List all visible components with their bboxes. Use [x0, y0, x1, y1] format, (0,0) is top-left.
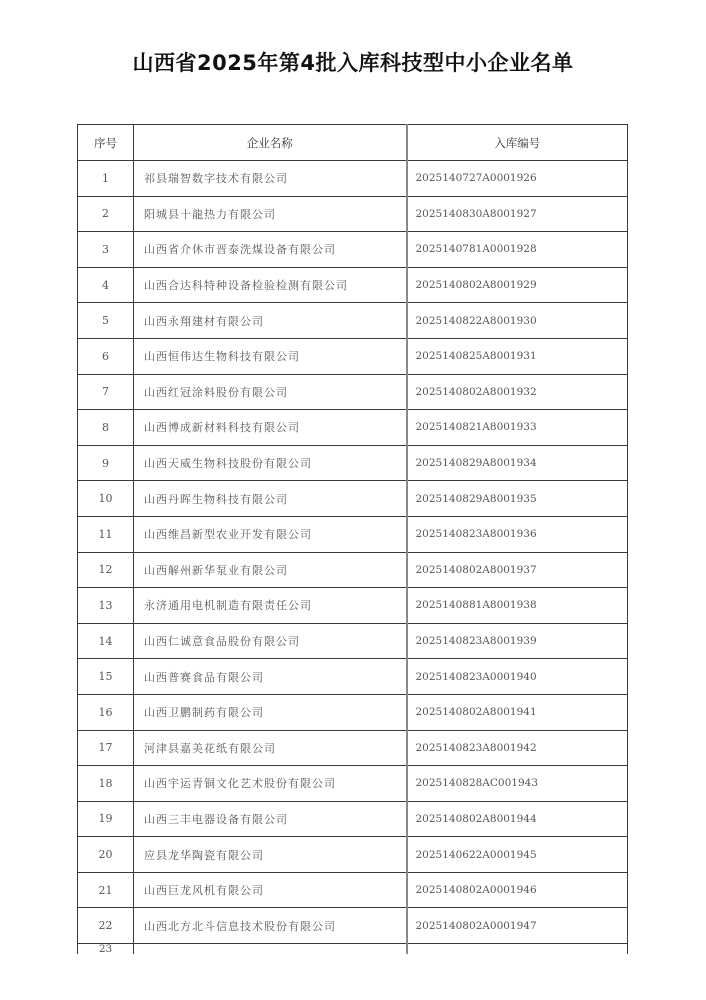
row-registration-code: 2025140821A8001933: [407, 410, 628, 446]
row-registration-code: 2025140823A8001939: [407, 623, 628, 659]
row-company-name: 山西红冠涂料股份有限公司: [134, 374, 407, 410]
table-row: [78, 338, 628, 374]
row-company-name: 山西北方北斗信息技术股份有限公司: [134, 908, 407, 944]
row-company-name: 山西三丰电器设备有限公司: [134, 801, 407, 837]
row-index: 9: [78, 445, 134, 481]
row-company-name: [134, 944, 407, 955]
row-registration-code: 2025140823A8001942: [407, 730, 628, 766]
row-index: 2: [78, 196, 134, 232]
table-header-row: [78, 125, 628, 161]
table-row-partial: [78, 944, 628, 955]
document-title: 山西省2025年第4批入库科技型中小企业名单: [132, 51, 574, 75]
row-index: 23: [78, 944, 134, 955]
table-row: [78, 694, 628, 730]
row-index: 3: [78, 232, 134, 268]
table-row: [78, 481, 628, 517]
row-registration-code: 2025140727A0001926: [407, 161, 628, 197]
row-registration-code: 2025140802A8001941: [407, 694, 628, 730]
row-registration-code: 2025140881A8001938: [407, 588, 628, 624]
row-company-name: 山西宇运青铜文化艺术股份有限公司: [134, 766, 407, 802]
row-company-name: 应县龙华陶瓷有限公司: [134, 837, 407, 873]
table-row: [78, 623, 628, 659]
table-row: [78, 445, 628, 481]
row-index: 8: [78, 410, 134, 446]
row-registration-code: 2025140802A8001944: [407, 801, 628, 837]
row-company-name: 山西丹晖生物科技有限公司: [134, 481, 407, 517]
row-index: 5: [78, 303, 134, 339]
column-header-name: 企业名称: [134, 125, 407, 161]
table-row: [78, 516, 628, 552]
table-row: [78, 659, 628, 695]
row-index: 18: [78, 766, 134, 802]
row-registration-code: 2025140829A8001935: [407, 481, 628, 517]
table-body: [78, 161, 628, 955]
row-index: 4: [78, 267, 134, 303]
column-header-code: 入库编号: [407, 125, 628, 161]
row-company-name: 永济通用电机制造有限责任公司: [134, 588, 407, 624]
row-registration-code: 2025140830A8001927: [407, 196, 628, 232]
row-company-name: 山西合达科特种设备检验检测有限公司: [134, 267, 407, 303]
row-index: 11: [78, 516, 134, 552]
row-company-name: 阳城县十龍热力有限公司: [134, 196, 407, 232]
row-index: 17: [78, 730, 134, 766]
table-row: [78, 374, 628, 410]
table-row: [78, 588, 628, 624]
row-registration-code: 2025140823A8001936: [407, 516, 628, 552]
table-row: [78, 908, 628, 944]
row-index: 10: [78, 481, 134, 517]
row-registration-code: 2025140802A8001929: [407, 267, 628, 303]
row-index: 12: [78, 552, 134, 588]
row-index: 16: [78, 694, 134, 730]
row-registration-code: 2025140829A8001934: [407, 445, 628, 481]
row-company-name: 山西仁诚意食品股份有限公司: [134, 623, 407, 659]
table-row: [78, 267, 628, 303]
row-company-name: 山西解州新华泵业有限公司: [134, 552, 407, 588]
row-company-name: 山西永翔建材有限公司: [134, 303, 407, 339]
row-company-name: 山西天威生物科技股份有限公司: [134, 445, 407, 481]
row-index: 7: [78, 374, 134, 410]
table-row: [78, 196, 628, 232]
row-company-name: 山西维昌新型农业开发有限公司: [134, 516, 407, 552]
table-row: [78, 837, 628, 873]
enterprise-list-table: [77, 124, 628, 954]
table-row: [78, 730, 628, 766]
table-row: [78, 161, 628, 197]
row-company-name: 山西博成新材料科技有限公司: [134, 410, 407, 446]
row-company-name: 河津县嘉美花纸有限公司: [134, 730, 407, 766]
row-registration-code: 2025140622A0001945: [407, 837, 628, 873]
row-index: 6: [78, 338, 134, 374]
row-registration-code: 2025140828AC001943: [407, 766, 628, 802]
row-registration-code: 2025140802A0001947: [407, 908, 628, 944]
column-header-index: 序号: [78, 125, 134, 161]
table-row: [78, 232, 628, 268]
row-index: 14: [78, 623, 134, 659]
row-company-name: 山西恒伟达生物科技有限公司: [134, 338, 407, 374]
row-registration-code: [407, 944, 628, 955]
row-index: 13: [78, 588, 134, 624]
row-registration-code: 2025140823A0001940: [407, 659, 628, 695]
row-registration-code: 2025140781A0001928: [407, 232, 628, 268]
row-company-name: 山西巨龙风机有限公司: [134, 872, 407, 908]
row-registration-code: 2025140802A8001932: [407, 374, 628, 410]
table-row: [78, 552, 628, 588]
row-index: 19: [78, 801, 134, 837]
table-row: [78, 801, 628, 837]
row-company-name: 山西省介休市晋泰洗煤设备有限公司: [134, 232, 407, 268]
row-company-name: 祁县瑞智数字技术有限公司: [134, 161, 407, 197]
row-company-name: 山西卫鹏制药有限公司: [134, 694, 407, 730]
row-registration-code: 2025140822A8001930: [407, 303, 628, 339]
row-index: 22: [78, 908, 134, 944]
row-index: 1: [78, 161, 134, 197]
row-registration-code: 2025140825A8001931: [407, 338, 628, 374]
row-registration-code: 2025140802A0001946: [407, 872, 628, 908]
table-row: [78, 872, 628, 908]
table-row: [78, 303, 628, 339]
table-row: [78, 410, 628, 446]
row-registration-code: 2025140802A8001937: [407, 552, 628, 588]
row-index: 20: [78, 837, 134, 873]
row-index: 15: [78, 659, 134, 695]
row-company-name: 山西普赛食品有限公司: [134, 659, 407, 695]
row-index: 21: [78, 872, 134, 908]
table-row: [78, 766, 628, 802]
